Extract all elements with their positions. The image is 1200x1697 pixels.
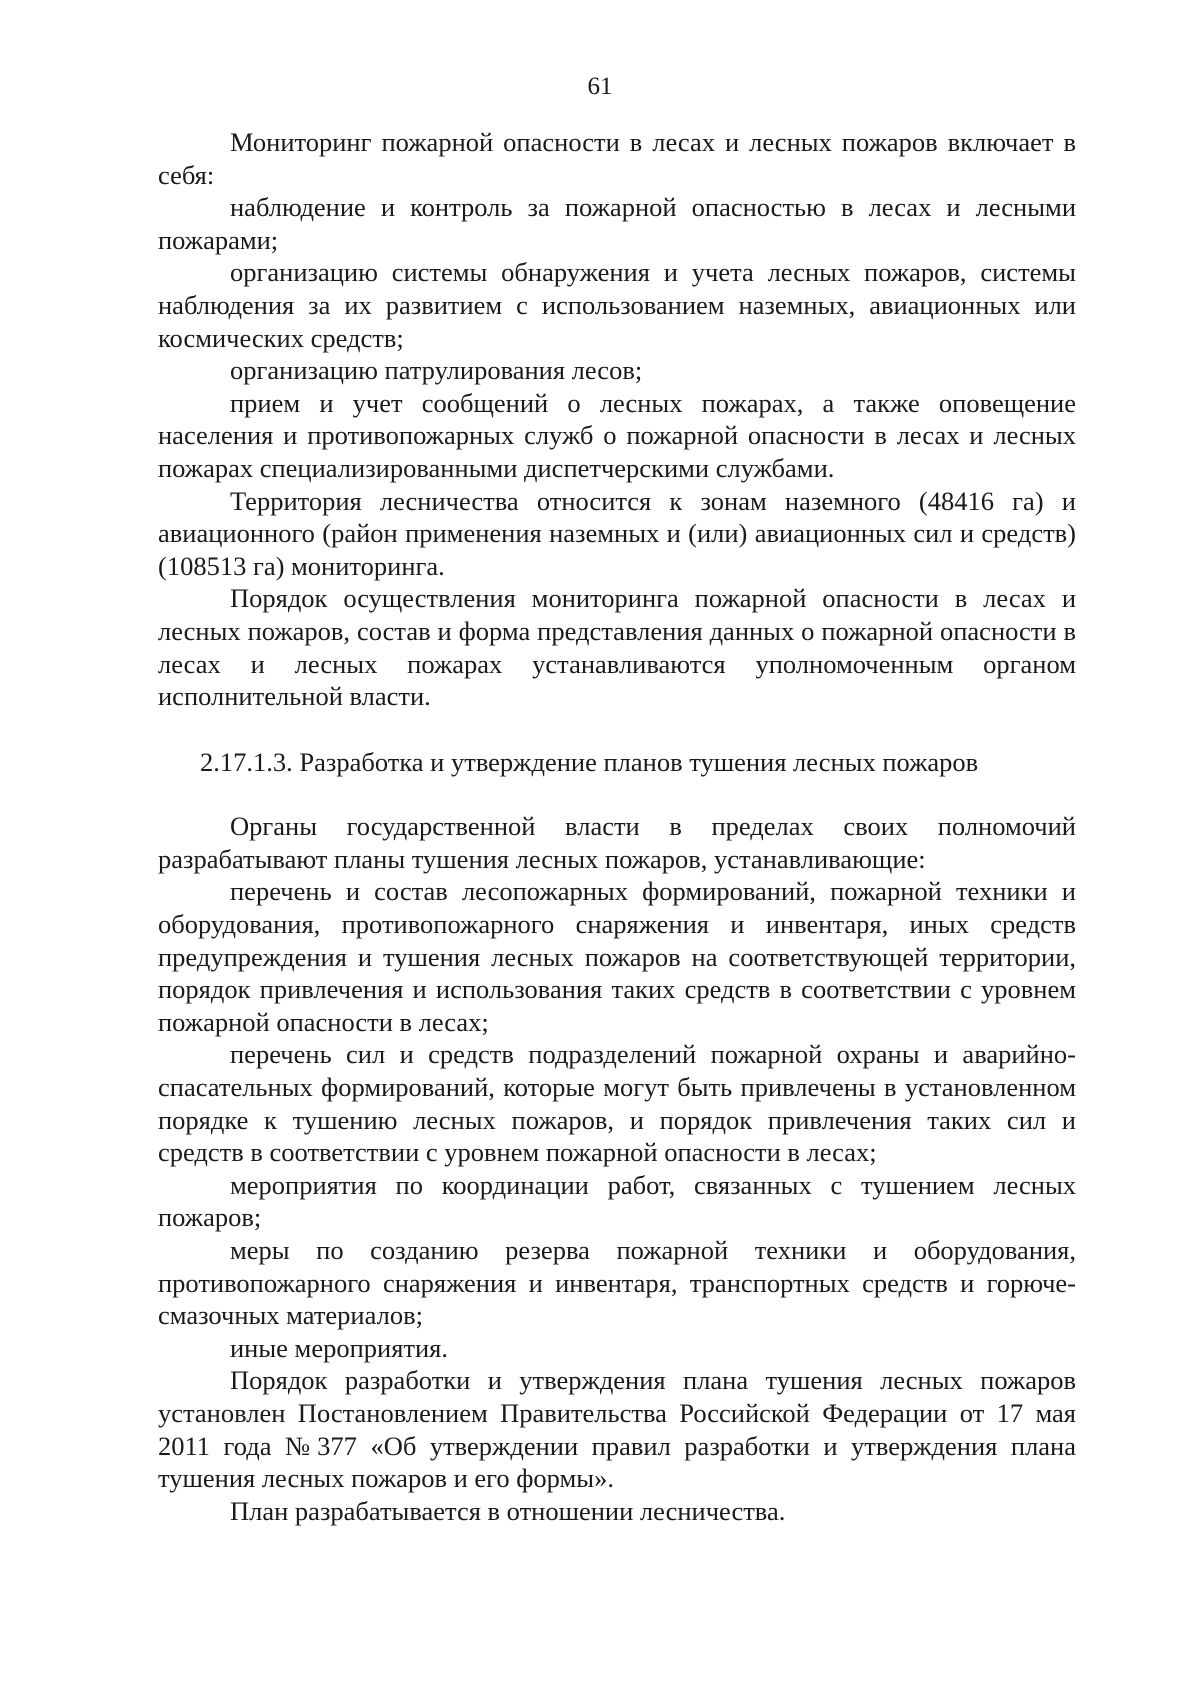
paragraph-coordination: мероприятия по координации работ, связанных с тушением лесных пожаров; <box>158 1169 1076 1233</box>
paragraph-monitoring-intro: Мониторинг пожарной опасности в лесах и лесных пожаров включает в себя: <box>158 127 1076 190</box>
paragraph-plan-procedure: Порядок разработки и утверждения плана тушения лесных пожаров установлен Постановлением Правительства Российской Федерации от 17 мая 2011 года №377 «Об утверждении правил разработки и утверждения плана тушения лесных пожаров и его формы». <box>158 1365 1076 1494</box>
paragraph-reports-notification: прием и учет сообщений о лесных пожарах, а также оповещение населения и противопожарных служб о пожарной опасности в лесах и лесных пожарах специализированными диспетчерскими службами. <box>158 387 1076 483</box>
paragraph-plan-scope: План разрабатывается в отношении лесничества. <box>230 1495 786 1526</box>
page-content <box>158 126 1076 1527</box>
paragraph-territory-zones: Территория лесничества относится к зонам наземного (48416 га) и авиационного (район применения наземных и (или) авиационных сил и средств) (108513 га) мониторинга. <box>158 485 1076 581</box>
paragraph-formations-list: перечень и состав лесопожарных формирований, пожарной техники и оборудования, противопожарного снаряжения и инвентаря, иных средств предупреждения и тушения лесных пожаров на соответствующей территории, порядок привлечения и использования таких средств в соответствии с уровнем пожарной опасности в лесах; <box>158 876 1076 1037</box>
paragraph-detection-system: организацию системы обнаружения и учета лесных пожаров, системы наблюдения за их развитием с использованием наземных, авиационных или космических средств; <box>158 257 1076 353</box>
paragraph-observation-control: наблюдение и контроль за пожарной опасностью в лесах и лесными пожарами; <box>158 192 1076 255</box>
section-heading: 2.17.1.3. Разработка и утверждение планов тушения лесных пожаров <box>200 746 979 777</box>
paragraph-plans-intro: Органы государственной власти в пределах своих полномочий разрабатывают планы тушения лесных пожаров, устанавливающие: <box>158 811 1076 874</box>
page-number: 61 <box>587 73 613 100</box>
paragraph-monitoring-procedure: Порядок осуществления мониторинга пожарной опасности в лесах и лесных пожаров, состав и форма представления данных о пожарной опасности в лесах и лесных пожарах устанавливаются уполномоченным органом исполнительной власти. <box>158 583 1076 712</box>
paragraph-other-measures: иные мероприятия. <box>230 1332 448 1363</box>
paragraph-fire-units-list: перечень сил и средств подразделений пожарной охраны и аварийно-спасательных формирований, которые могут быть привлечены в установленном порядке к тушению лесных пожаров, и порядок привлечения таких сил и средств в соответствии с уровнем пожарной опасности в лесах; <box>158 1039 1076 1168</box>
paragraph-patrolling: организацию патрулирования лесов; <box>230 355 643 386</box>
paragraph-reserve-measures: меры по созданию резерва пожарной техники и оборудования, противопожарного снаряжения и инвентаря, транспортных средств и горюче-смазочных материалов; <box>158 1235 1076 1331</box>
